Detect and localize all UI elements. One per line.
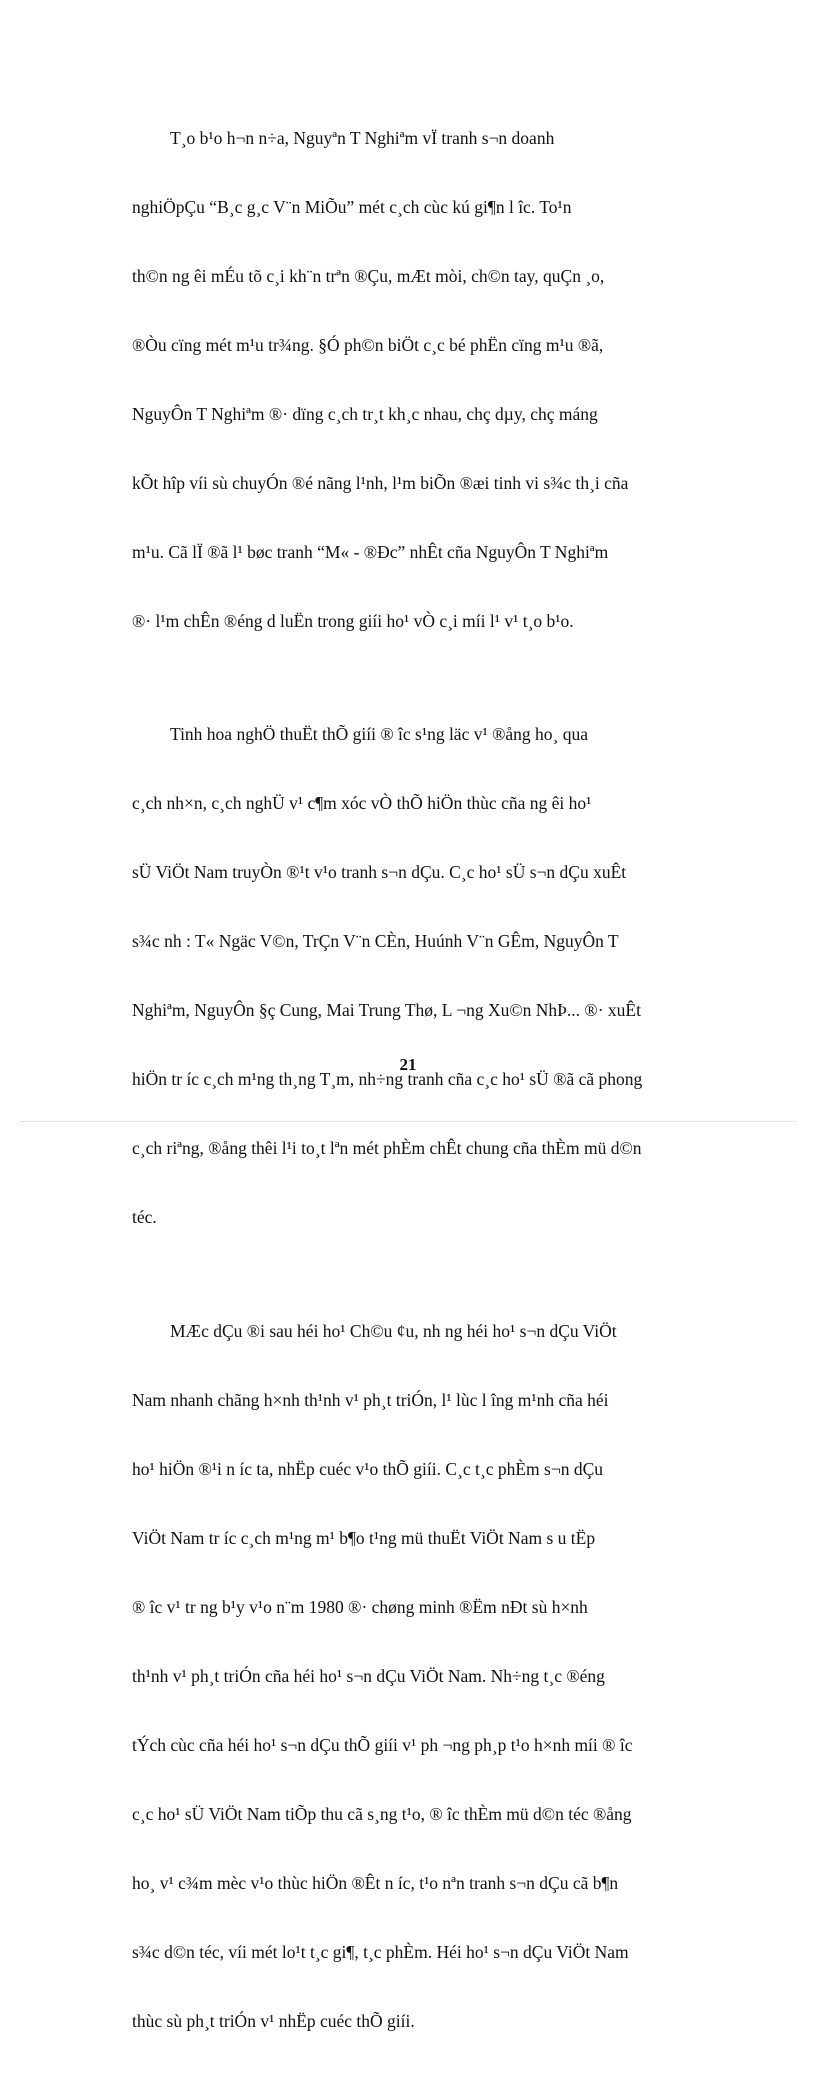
text-line: ®· l¹m chÊn ®éng d luËn trong giíi ho¹ vÒ c¸i míi l¹ v¹ t¸o b¹o. xyxy=(132,610,574,631)
text-line: ®Òu cïng mét m¹u tr¾ng. §Ó ph©n biÖt c¸c bé phËn cïng m¹u ®ã, xyxy=(132,334,604,355)
page-number: 21 xyxy=(399,1055,417,1074)
text-line: NguyÔn T Nghiªm ®· dïng c¸ch tr¸t kh¸c nhau, chç dµy, chç máng xyxy=(132,403,598,424)
text-line: m¹u. Cã lÏ ®ã l¹ bøc tranh “M« - ®Ðc” nhÊt cña NguyÔn T Nghiªm xyxy=(132,541,609,562)
text-line: Nam nhanh chãng h×nh th¹nh v¹ ph¸t triÓn, l¹ lùc l îng m¹nh cña héi xyxy=(132,1389,609,1410)
text-line: th©n ng êi mÉu tõ c¸i kh¨n trªn ®Çu, mÆt mòi, ch©n tay, quÇn ¸o, xyxy=(132,265,605,286)
text-line: th¹nh v¹ ph¸t triÓn cña héi ho¹ s¬n dÇu ViÖt Nam. Nh÷ng t¸c ®éng xyxy=(132,1665,605,1686)
page-bottom-divider xyxy=(20,1121,796,1122)
text-line: tÝch cùc cña héi ho¹ s¬n dÇu thÕ giíi v¹ ph ¬ng ph¸p t¹o h×nh míi ® îc xyxy=(132,1734,633,1755)
text-line: T¸o b¹o h¬n n÷a, Nguyªn T Nghiªm vÏ tranh s¬n doanh xyxy=(170,127,555,148)
text-line: hiÖn tr íc c¸ch m¹ng th¸ng T¸m, nh÷ng tranh cña c¸c ho¹ sÜ ®ã cã phong xyxy=(132,1069,643,1089)
text-line: Nghiªm, NguyÔn §ç Cung, Mai Trung Thø, L ¬ng Xu©n NhÞ... ®· xuÊt xyxy=(132,1000,641,1020)
text-line: kÕt hîp víi sù chuyÓn ®é nãng l¹nh, l¹m biÕn ®æi tinh vi s¾c th¸i cña xyxy=(132,472,629,493)
paragraph-2 xyxy=(132,683,712,1270)
text-line: Tinh hoa nghÖ thuËt thÕ giíi ® îc s¹ng läc v¹ ®ång ho¸ qua xyxy=(170,724,589,744)
text-line: téc. xyxy=(132,1207,157,1227)
text-line: ho¹ hiÖn ®¹i n íc ta, nhËp cuéc v¹o thÕ giíi. C¸c t¸c phÈm s¬n dÇu xyxy=(132,1458,603,1479)
text-line: ® îc v¹ tr ng b¹y v¹o n¨m 1980 ®· chøng minh ®Ëm nÐt sù h×nh xyxy=(132,1596,588,1617)
text-line: c¸ch nh×n, c¸ch nghÜ v¹ c¶m xóc vÒ thÕ hiÖn thùc cña ng êi ho¹ xyxy=(132,793,592,813)
text-line: ViÖt Nam tr íc c¸ch m¹ng m¹ b¶o t¹ng mü thuËt ViÖt Nam s u tËp xyxy=(132,1527,596,1548)
text-line: c¸ch riªng, ®ång thêi l¹i to¸t lªn mét phÈm chÊt chung cña thÈm mü d©n xyxy=(132,1138,642,1158)
text-line: s¾c d©n téc, víi mét lo¹t t¸c gi¶, t¸c phÈm. Héi ho¹ s¬n dÇu ViÖt Nam xyxy=(132,1941,629,1962)
text-line: thùc sù ph¸t triÓn v¹ nhËp cuéc thÕ giíi. xyxy=(132,2010,415,2031)
text-line: c¸c ho¹ sÜ ViÖt Nam tiÕp thu cã s¸ng t¹o, ® îc thÈm mü d©n téc ®ång xyxy=(132,1803,632,1824)
text-line: MÆc dÇu ®i sau héi ho¹ Ch©u ¢u, nh ng héi ho¹ s¬n dÇu ViÖt xyxy=(170,1320,617,1341)
paragraph-1 xyxy=(132,86,712,673)
body-text xyxy=(132,86,712,2083)
text-line: nghiÖpÇu “B¸c g¸c V¨n MiÕu” mét c¸ch cùc kú gi¶n l îc. To¹n xyxy=(132,196,572,217)
paragraph-3 xyxy=(132,1279,712,2073)
text-line: ho¸ v¹ c¾m mèc v¹o thùc hiÖn ®Êt n íc, t¹o nªn tranh s¬n dÇu cã b¶n xyxy=(132,1872,619,1893)
text-line: sÜ ViÖt Nam truyÒn ®¹t v¹o tranh s¬n dÇu. C¸c ho¹ sÜ s¬n dÇu xuÊt xyxy=(132,862,627,882)
text-line: s¾c nh : T« Ngäc V©n, TrÇn V¨n CÈn, Huúnh V¨n GÊm, NguyÔn T xyxy=(132,931,619,951)
